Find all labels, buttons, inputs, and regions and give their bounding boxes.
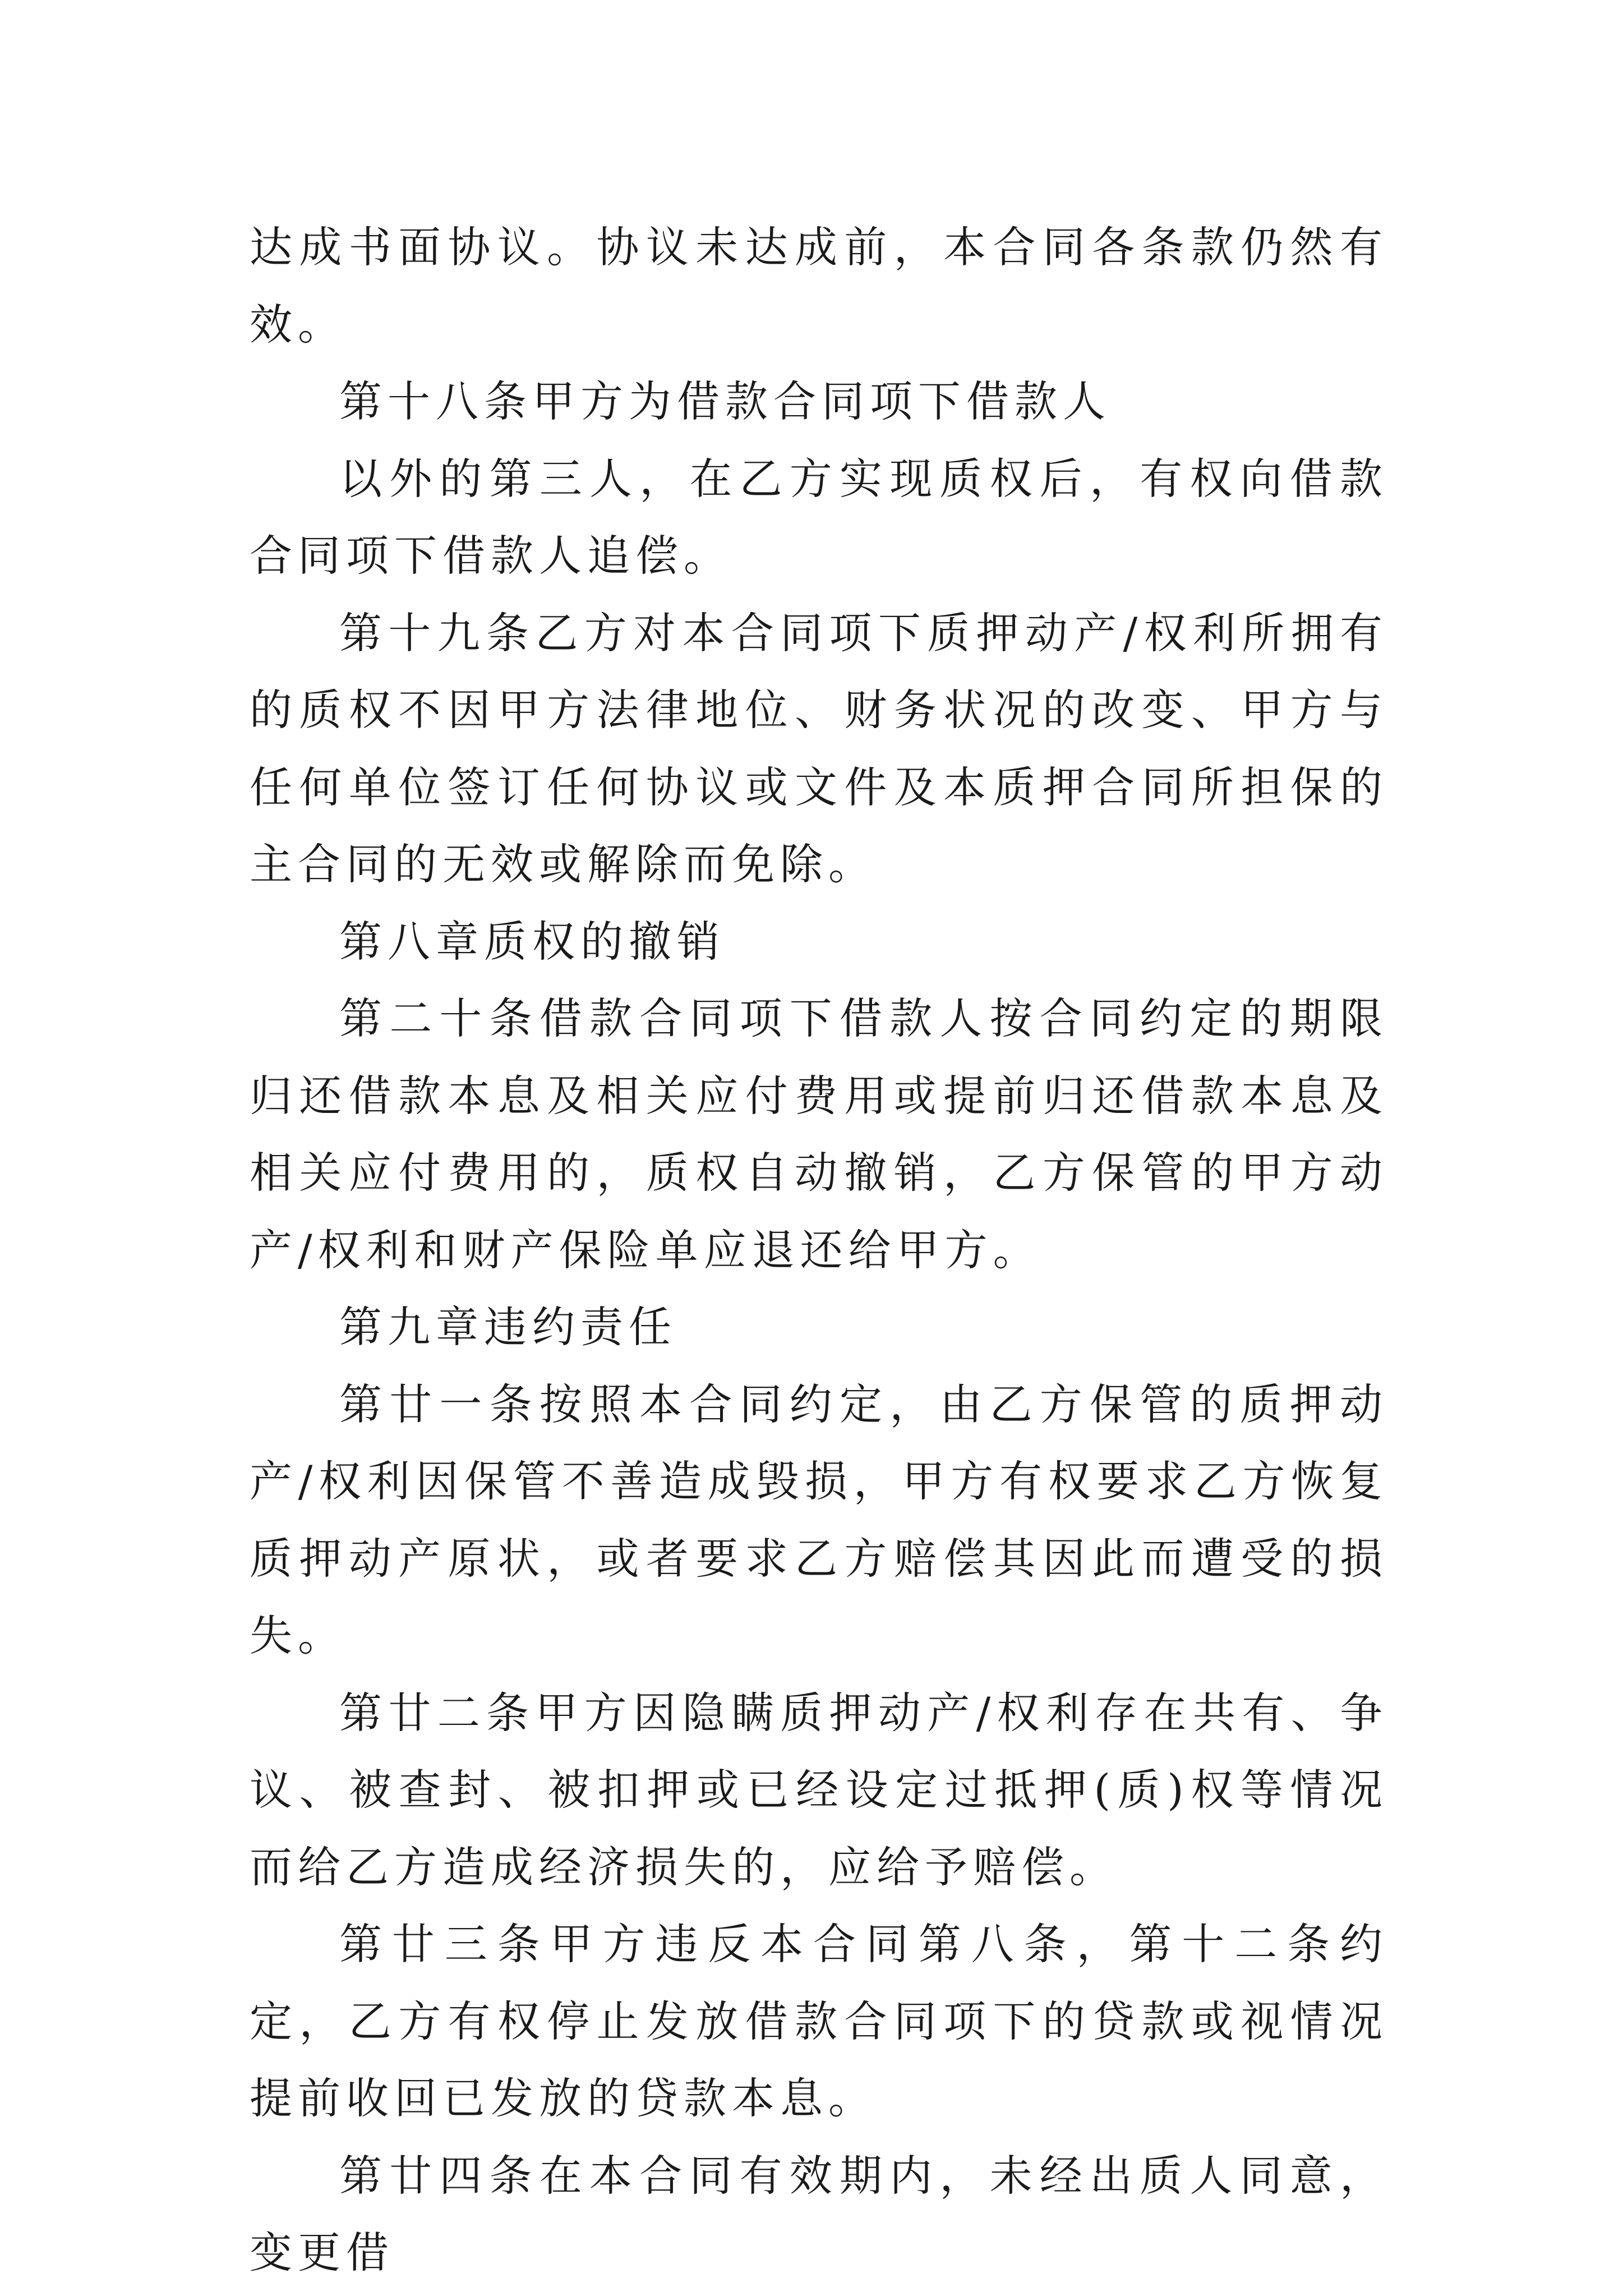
document-body xyxy=(250,209,1388,2292)
paragraph: 第廿二条甲方因隐瞒质押动产/权利存在共有、争议、被查封、被扣押或已经设定过抵押(质)权等情况而给乙方造成经济损失的，应给予赔偿。 xyxy=(250,1687,1388,1892)
chapter-heading: 第九章违约责任 xyxy=(339,1302,677,1352)
paragraph: 以外的第三人，在乙方实现质权后，有权向借款合同项下借款人追偿。 xyxy=(250,453,1388,581)
paragraph: 达成书面协议。协议未达成前，本合同各条款仍然有效。 xyxy=(250,222,1388,349)
paragraph: 第廿三条甲方违反本合同第八条，第十二条约定，乙方有权停止发放借款合同项下的贷款或视情况提前收回已发放的贷款本息。 xyxy=(250,1919,1388,2123)
paragraph: 第十八条甲方为借款合同项下借款人 xyxy=(339,376,1111,426)
paragraph: 第二十条借款合同项下借款人按合同约定的期限归还借款本息及相关应付费用或提前归还借款本息及相关应付费用的，质权自动撤销，乙方保管的甲方动产/权利和财产保险单应退还给甲方。 xyxy=(250,993,1388,1275)
chapter-heading: 第八章质权的撤销 xyxy=(339,916,725,967)
paragraph: 第廿一条按照本合同约定，由乙方保管的质押动产/权利因保管不善造成毁损，甲方有权要求乙方恢复质押动产原状，或者要求乙方赔偿其因此而遭受的损失。 xyxy=(250,1379,1388,1660)
paragraph: 第十九条乙方对本合同项下质押动产/权利所拥有的质权不因甲方法律地位、财务状况的改变、甲方与任何单位签订任何协议或文件及本质押合同所担保的主合同的无效或解除而免除。 xyxy=(250,608,1388,889)
paragraph: 第廿四条在本合同有效期内，未经出质人同意，变更借 xyxy=(250,2150,1388,2277)
